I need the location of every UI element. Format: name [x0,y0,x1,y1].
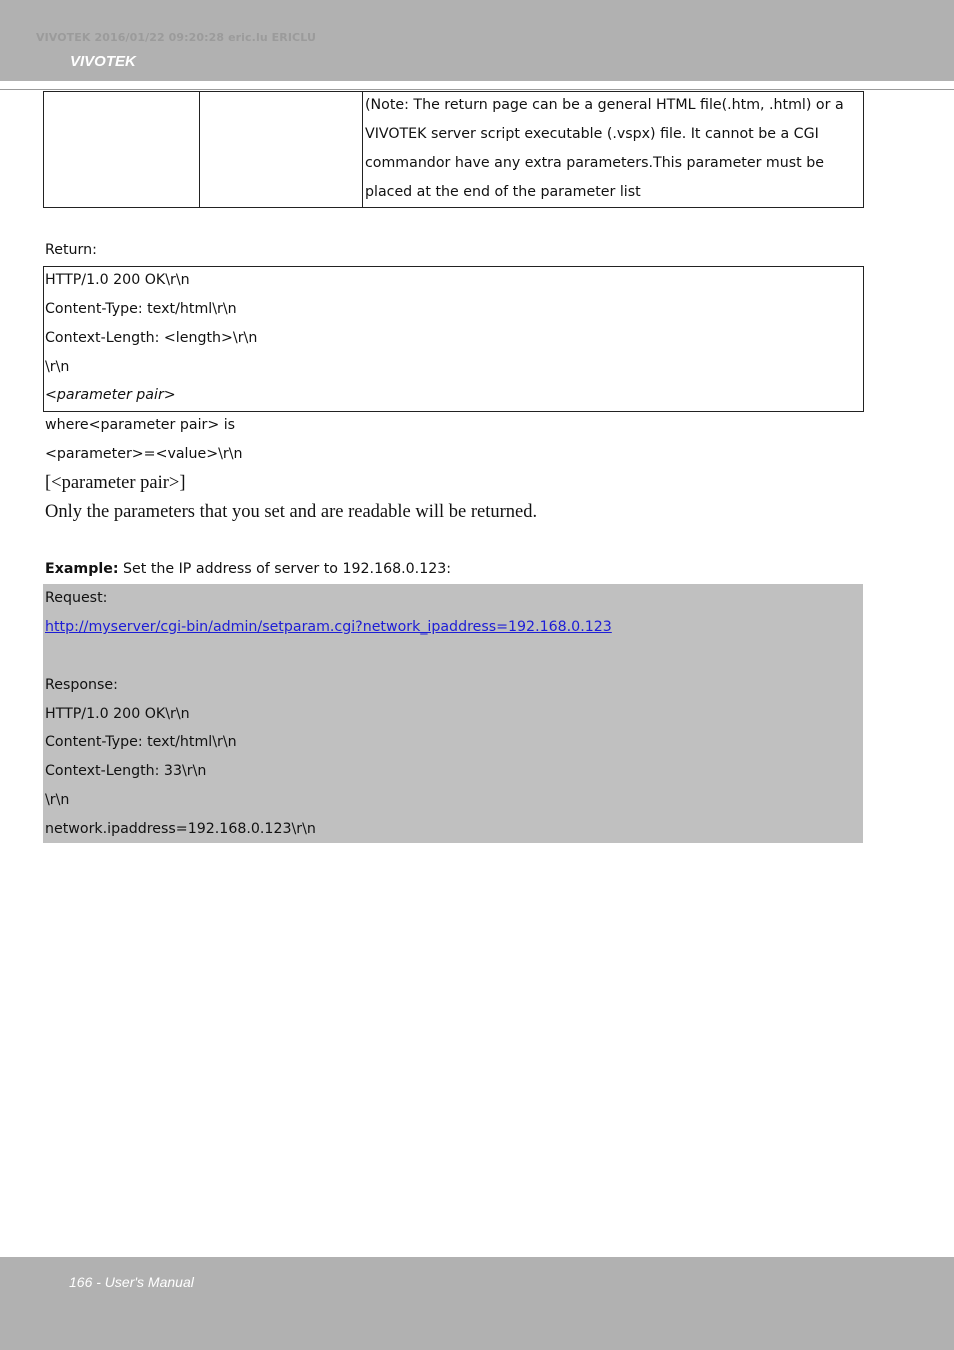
table-note-line: commandor have any extra parameters.This parameter must be [365,155,824,171]
page-footer [0,1257,954,1350]
parameter-pair-line: [<parameter pair>] [45,473,186,493]
table-column-divider [362,91,363,208]
response-line: network.ipaddress=192.168.0.123\r\n [45,821,316,837]
request-label: Request: [45,590,108,606]
example-label: Example: [45,561,119,577]
return-line: Context-Length: <length>\r\n [45,330,258,346]
page-number: 166 - User's Manual [69,1274,194,1290]
header-divider [0,89,954,90]
table-note-line: placed at the end of the parameter list [365,184,641,200]
return-line-parameter-pair: <parameter pair> [45,387,176,403]
response-line: Context-Length: 33\r\n [45,763,207,779]
table-note-line: (Note: The return page can be a general HTML file(.htm, .html) or a [365,97,844,113]
parameter-value-line: <parameter>=<value>\r\n [45,446,243,462]
response-line: \r\n [45,792,70,808]
readable-note: Only the parameters that you set and are readable will be returned. [45,502,538,522]
return-label: Return: [45,242,97,258]
response-line: HTTP/1.0 200 OK\r\n [45,706,190,722]
table-column-divider [199,91,200,208]
return-line: Content-Type: text/html\r\n [45,301,237,317]
request-url-link[interactable]: http://myserver/cgi-bin/admin/setparam.cgi?network_ipaddress=192.168.0.123 [45,619,612,635]
response-label: Response: [45,677,118,693]
brand-logo: VIVOTEK [70,53,136,70]
response-line: Content-Type: text/html\r\n [45,734,237,750]
page-header [0,0,954,81]
return-line: HTTP/1.0 200 OK\r\n [45,272,190,288]
example-heading [45,555,451,584]
return-line: \r\n [45,359,70,375]
where-line: where<parameter pair> is [45,417,236,433]
example-text: Set the IP address of server to 192.168.0.123: [118,561,452,577]
watermark: VIVOTEK 2016/01/22 09:20:28 eric.lu ERICLU [36,31,316,44]
table-note-line: VIVOTEK server script executable (.vspx) file. It cannot be a CGI [365,126,819,142]
